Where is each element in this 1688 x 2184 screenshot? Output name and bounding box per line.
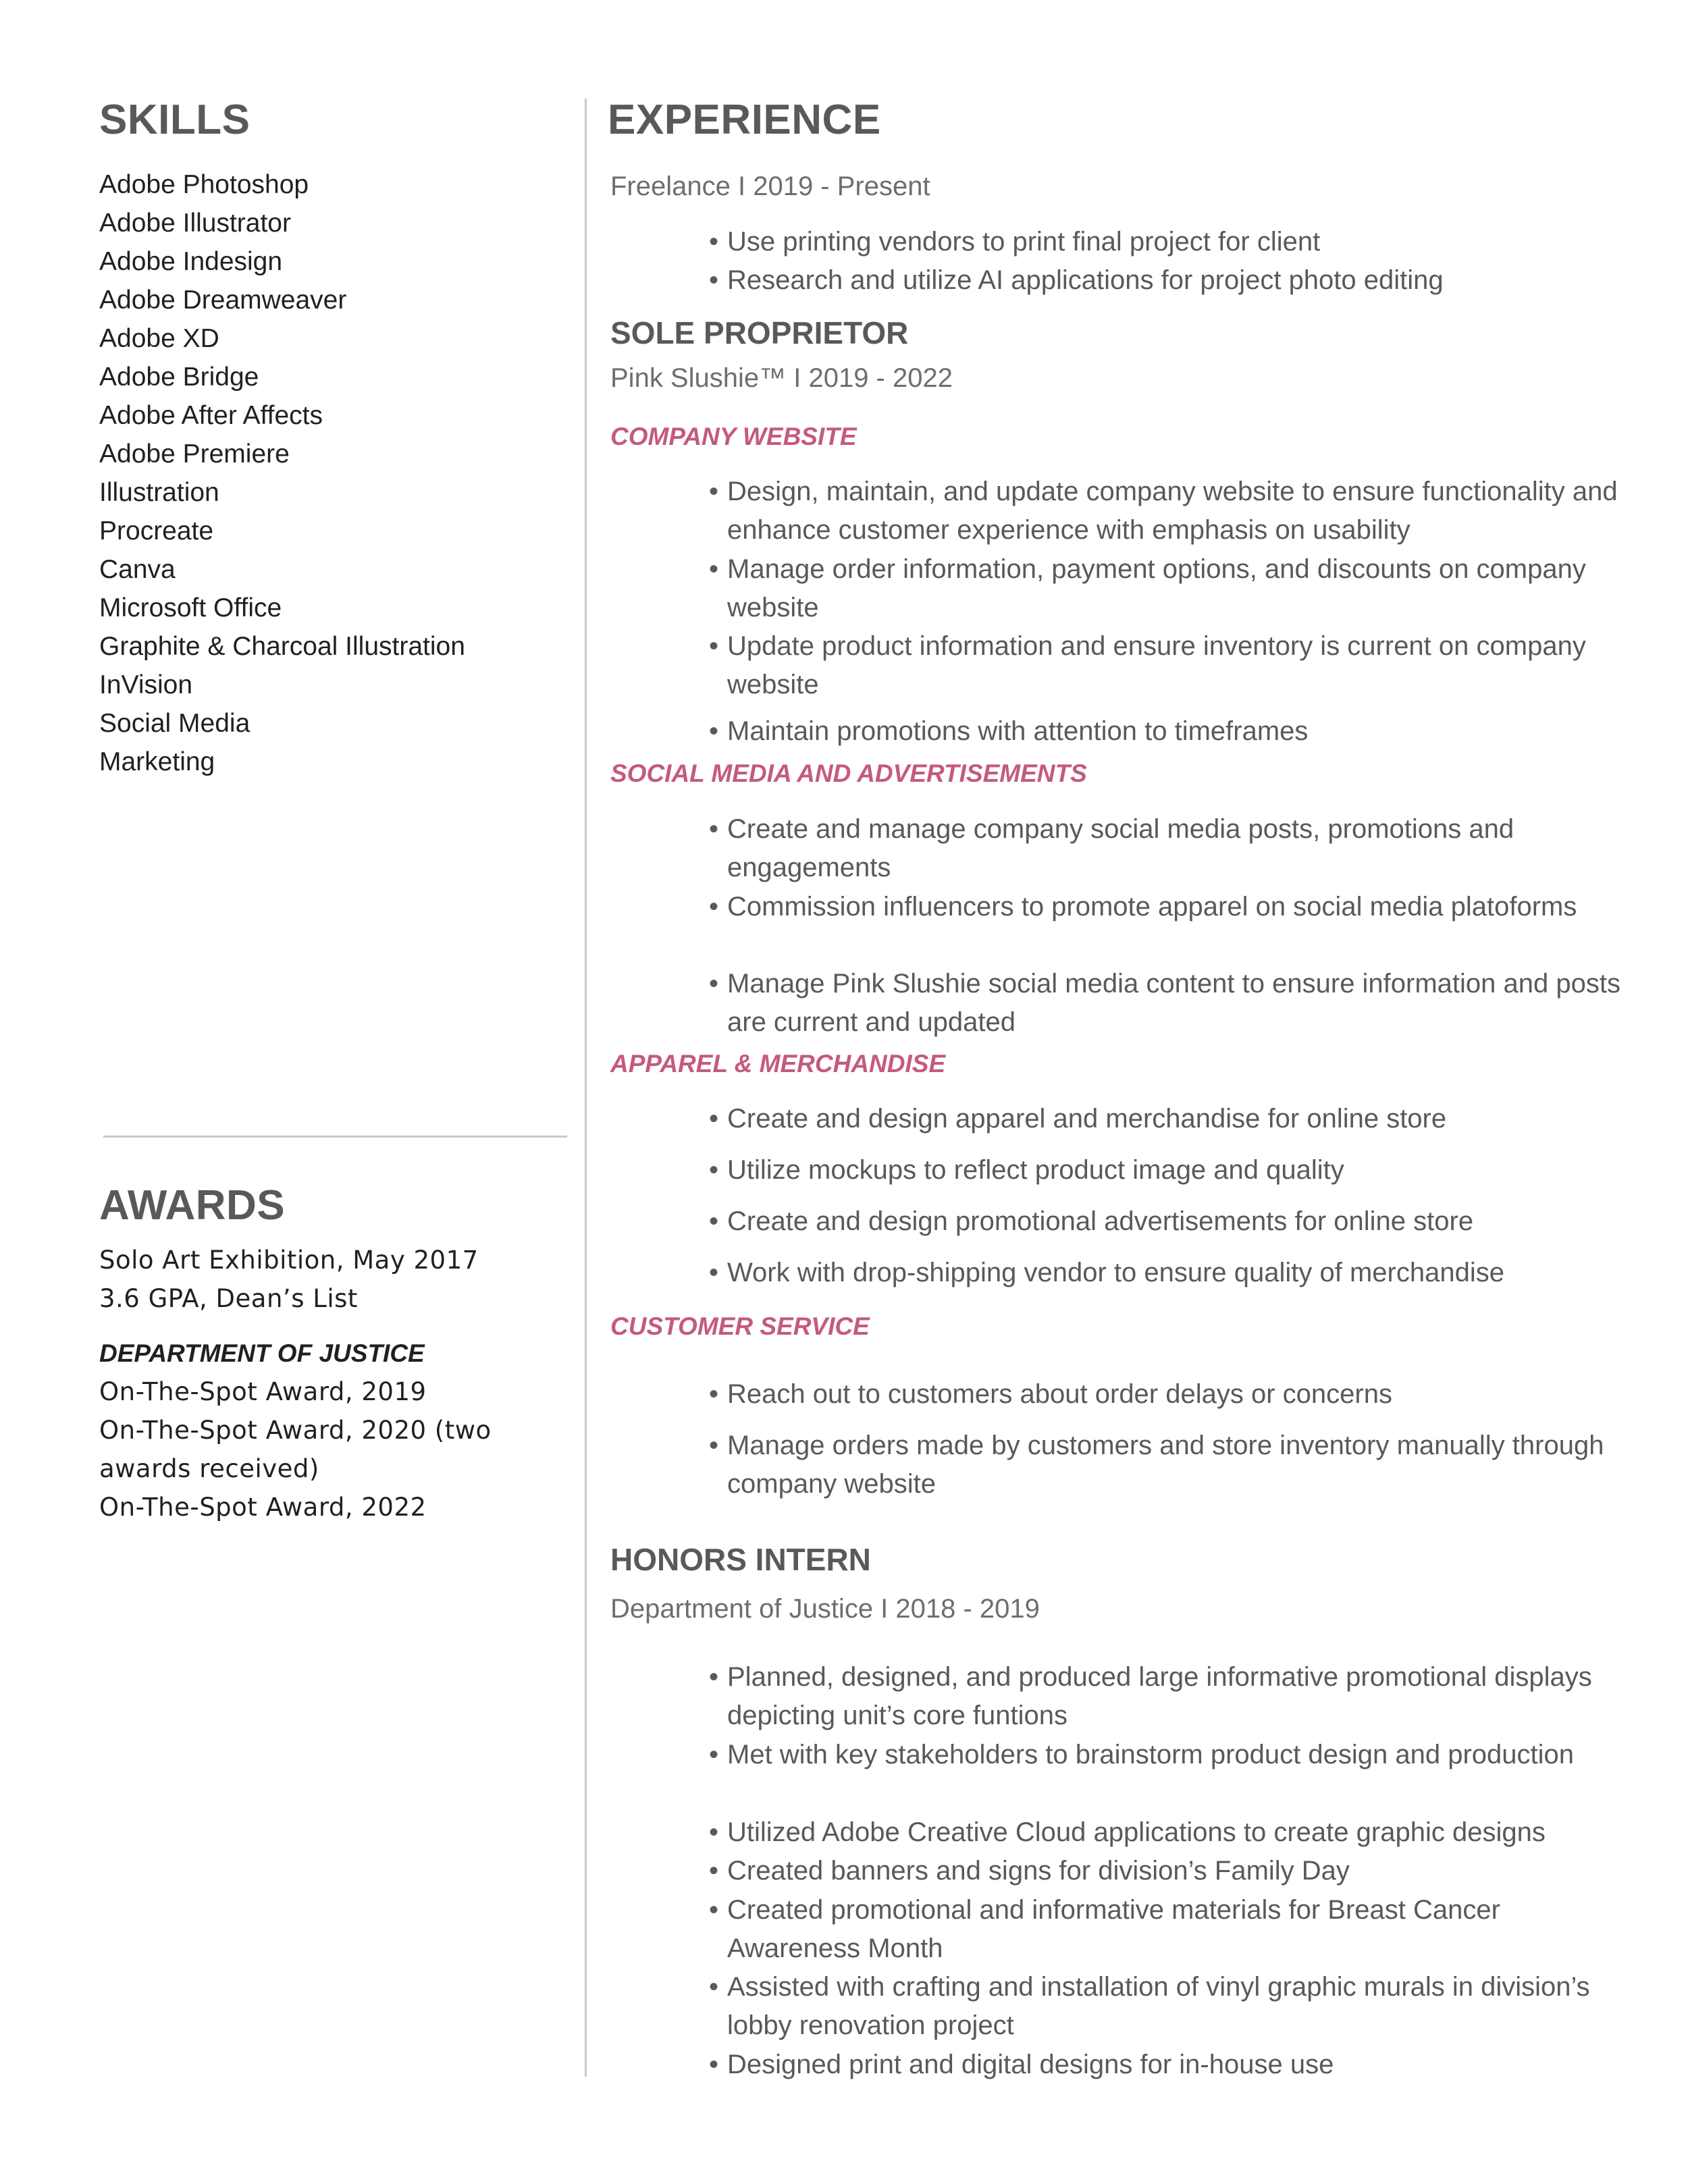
skills-heading: SKILLS	[99, 97, 250, 143]
intern-bullet: • Created promotional and informative materials for Breast Cancer Awareness Month	[709, 1891, 1632, 1968]
skill-item: Adobe Dreamweaver	[99, 286, 347, 315]
intern-bullet: • Created banners and signs for division’s Family Day	[709, 1852, 1632, 1890]
website-bullet: • Maintain promotions with attention to timeframes	[709, 712, 1632, 751]
skill-item: Adobe After Affects	[99, 401, 323, 430]
skill-item: Illustration	[99, 478, 219, 507]
skill-item: Adobe XD	[99, 324, 219, 353]
doj-awards-heading: DEPARTMENT OF JUSTICE	[99, 1339, 425, 1367]
skill-item: Procreate	[99, 516, 214, 545]
sole-proprietor-meta: Pink Slushie™ I 2019 - 2022	[610, 363, 953, 393]
skill-item: Marketing	[99, 747, 215, 776]
apparel-heading: APPAREL & MERCHANDISE	[610, 1050, 946, 1077]
award-line: On-The-Spot Award, 2022	[99, 1493, 427, 1522]
customer-service-bullet: • Manage orders made by customers and store inventory manually through company website	[709, 1427, 1632, 1503]
skill-item: Social Media	[99, 709, 250, 738]
social-bullet: • Manage Pink Slushie social media content to ensure information and posts are current and updated	[709, 965, 1632, 1042]
freelance-bullet: • Use printing vendors to print final project for client	[709, 223, 1632, 261]
skill-item: Adobe Illustrator	[99, 209, 291, 238]
social-bullet: • Commission influencers to promote apparel on social media platoforms	[709, 888, 1632, 926]
customer-service-bullet: • Reach out to customers about order delays or concerns	[709, 1375, 1632, 1414]
skill-item: Graphite & Charcoal Illustration	[99, 632, 465, 661]
skill-item: InVision	[99, 670, 193, 699]
apparel-bullet: • Work with drop-shipping vendor to ensure quality of merchandise	[709, 1254, 1632, 1292]
awards-divider	[103, 1136, 567, 1138]
award-line: awards received)	[99, 1454, 319, 1483]
skills-list	[99, 165, 465, 781]
freelance-meta: Freelance I 2019 - Present	[610, 171, 930, 201]
skill-item: Adobe Bridge	[99, 363, 259, 392]
intern-bullet: • Met with key stakeholders to brainstorm product design and production	[709, 1736, 1632, 1774]
award-line: 3.6 GPA, Dean’s List	[99, 1284, 358, 1313]
intern-bullet: • Utilized Adobe Creative Cloud applications to create graphic designs	[709, 1813, 1632, 1852]
apparel-bullet: • Create and design promotional advertisements for online store	[709, 1202, 1632, 1241]
skill-item: Canva	[99, 555, 176, 584]
skill-item: Adobe Indesign	[99, 247, 283, 276]
skill-item: Adobe Premiere	[99, 440, 290, 469]
sole-proprietor-title: SOLE PROPRIETOR	[610, 315, 909, 350]
awards-block	[99, 1241, 585, 1526]
award-line: On-The-Spot Award, 2019	[99, 1377, 427, 1406]
apparel-bullet: • Create and design apparel and merchandise for online store	[709, 1100, 1632, 1138]
intern-bullet: • Designed print and digital designs for in-house use	[709, 2046, 1632, 2084]
company-website-heading: COMPANY WEBSITE	[610, 423, 857, 450]
column-divider	[585, 99, 587, 2077]
awards-heading: AWARDS	[99, 1182, 286, 1229]
website-bullet: • Update product information and ensure inventory is current on company website	[709, 627, 1632, 704]
website-bullet: • Manage order information, payment options, and discounts on company website	[709, 550, 1632, 627]
apparel-bullet: • Utilize mockups to reflect product image and quality	[709, 1151, 1632, 1190]
website-bullet: • Design, maintain, and update company website to ensure functionality and enhance customer experience with emphasis on usability	[709, 473, 1632, 550]
skill-item: Adobe Photoshop	[99, 170, 309, 199]
social-media-heading: SOCIAL MEDIA AND ADVERTISEMENTS	[610, 760, 1087, 787]
honors-intern-meta: Department of Justice I 2018 - 2019	[610, 1594, 1040, 1624]
customer-service-heading: CUSTOMER SERVICE	[610, 1312, 870, 1340]
intern-bullet: • Planned, designed, and produced large informative promotional displays depicting unit’s core funtions	[709, 1658, 1632, 1735]
intern-bullet: • Assisted with crafting and installation of vinyl graphic murals in division’s lobby renovation project	[709, 1968, 1632, 2045]
award-line: On-The-Spot Award, 2020 (two	[99, 1416, 492, 1445]
social-bullet: • Create and manage company social media posts, promotions and engagements	[709, 810, 1632, 887]
freelance-bullet: • Research and utilize AI applications for project photo editing	[709, 261, 1632, 300]
experience-heading: EXPERIENCE	[608, 97, 881, 143]
award-line: Solo Art Exhibition, May 2017	[99, 1246, 479, 1275]
honors-intern-title: HONORS INTERN	[610, 1542, 871, 1577]
skill-item: Microsoft Office	[99, 593, 282, 622]
